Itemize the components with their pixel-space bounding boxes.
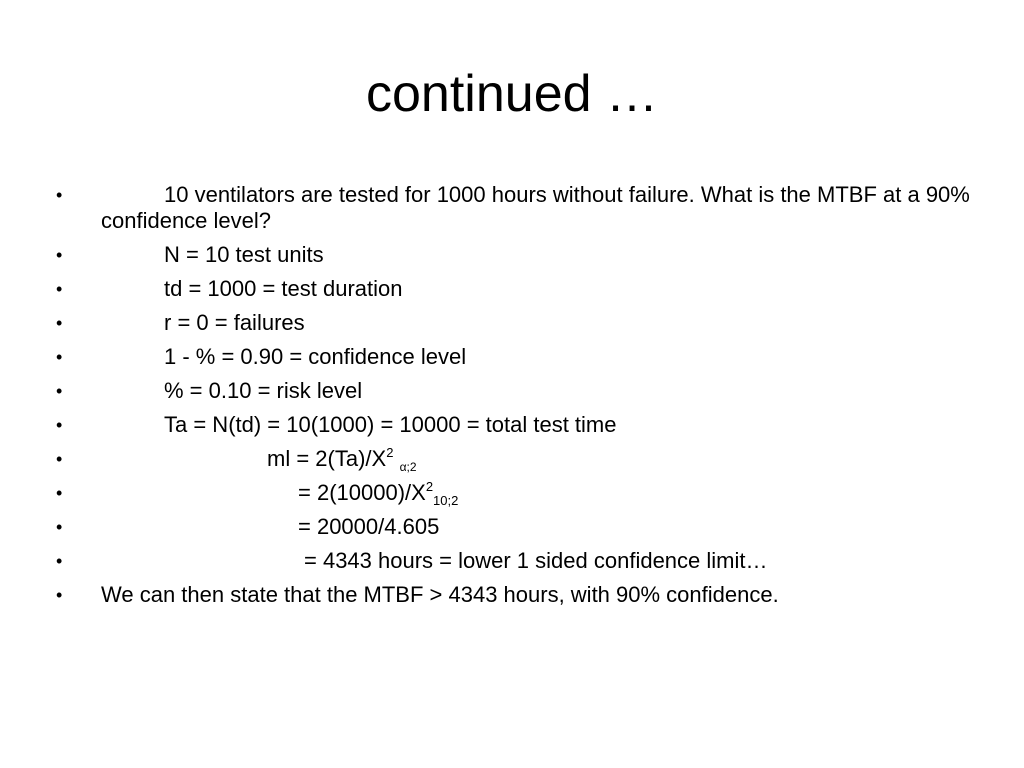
list-item (56, 514, 976, 540)
bullet-icon: • (56, 517, 63, 537)
formula-line (101, 446, 417, 472)
list-item (56, 344, 976, 370)
bullet-icon: • (56, 415, 63, 435)
bullet-icon: • (56, 245, 63, 265)
bullet-text: td = 1000 = test duration (164, 276, 403, 301)
formula-text: ml = 2(Ta)/X (267, 446, 387, 471)
bullet-text: r = 0 = failures (164, 310, 305, 335)
list-item (56, 310, 976, 336)
list-item (56, 242, 976, 268)
bullet-icon: • (56, 483, 63, 503)
formula-superscript: 2 (425, 479, 434, 494)
bullet-icon: • (56, 347, 63, 367)
bullet-text: Ta = N(td) = 10(1000) = 10000 = total test time (164, 412, 617, 437)
bullet-icon: • (56, 585, 63, 605)
list-item (56, 378, 976, 404)
bullet-text: = 4343 hours = lower 1 sided confidence limit… (304, 548, 768, 573)
bullet-text: 1 - % = 0.90 = confidence level (164, 344, 467, 369)
bullet-icon: • (56, 381, 63, 401)
formula-superscript: 2 (386, 445, 394, 460)
bullet-list (56, 182, 976, 616)
list-item (56, 582, 976, 608)
list-item (56, 412, 976, 438)
list-item (56, 480, 976, 506)
formula-text: = 2(10000)/X (298, 480, 426, 505)
slide-title: continued … (366, 65, 658, 123)
bullet-text: 10 ventilators are tested for 1000 hours without failure. What is the MTBF at a 90% confidence level? (101, 182, 970, 233)
bullet-icon: • (56, 449, 63, 469)
bullet-icon: • (56, 313, 63, 333)
list-item (56, 182, 976, 234)
list-item (56, 548, 976, 574)
list-item (56, 446, 976, 472)
formula-subscript: α;2 (399, 460, 417, 474)
bullet-icon: • (56, 279, 63, 299)
bullet-icon: • (56, 185, 63, 205)
bullet-text: N = 10 test units (164, 242, 324, 267)
bullet-text: We can then state that the MTBF > 4343 hours, with 90% confidence. (101, 582, 779, 607)
formula-line (101, 480, 458, 506)
bullet-text: = 20000/4.605 (298, 514, 440, 539)
list-item (56, 276, 976, 302)
bullet-icon: • (56, 551, 63, 571)
formula-subscript: 10;2 (433, 493, 459, 508)
bullet-text: % = 0.10 = risk level (164, 378, 363, 403)
